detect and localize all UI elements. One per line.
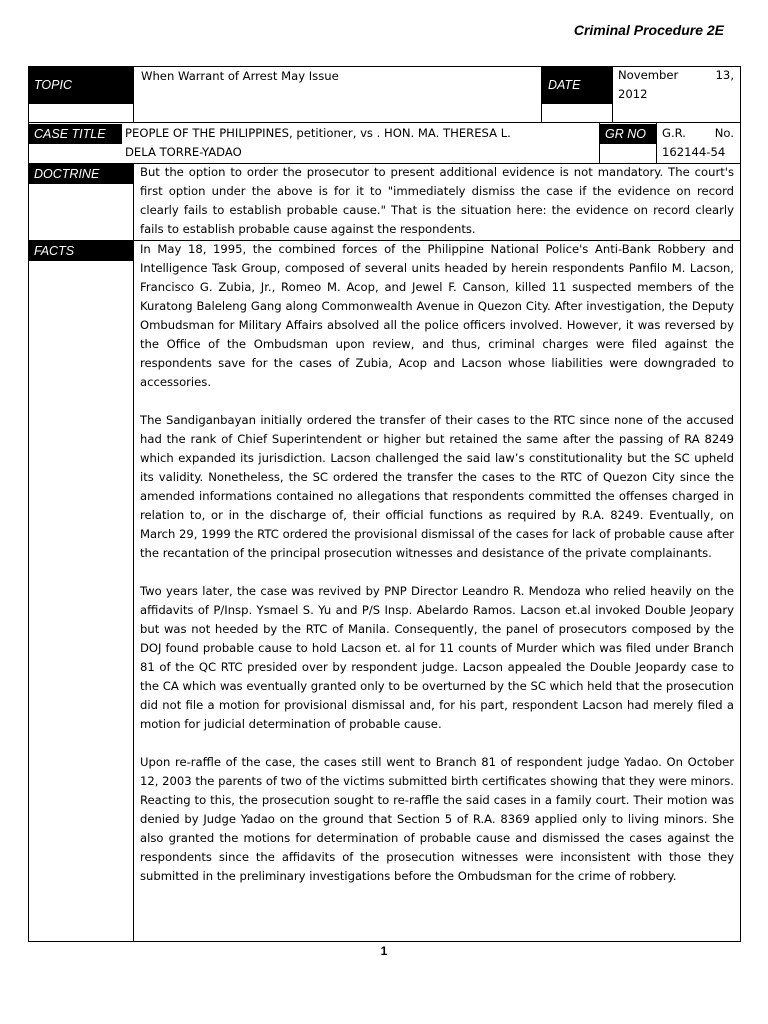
- facts-paragraph: Upon re-raffle of the case, the cases still went to Branch 81 of respondent judge Yadao. On October 12, 2003 the parents of two of the victims submitted birth certificates showing that they were minors. Reacting to this, the prosecution sought to re-raffle the said cases in a family court. Their motion was denied by Judge Yadao on the ground that Section 5 of R.A. 8369 applied only to living minors. She also granted the motions for determination of probable cause and dismissed the cases against the respondents since the affidavits of the prosecution witnesses were inconsistent with those they submitted in the preliminary investigations before the Ombudsman for the crime of robbery.: [140, 755, 734, 883]
- column-divider: [133, 163, 134, 942]
- facts-body: [140, 240, 734, 905]
- date-label: DATE: [542, 66, 613, 104]
- gr-no-label: GR NO: [599, 124, 657, 144]
- topic-label: TOPIC: [28, 66, 134, 104]
- topic-value: When Warrant of Arrest May Issue: [141, 69, 339, 83]
- date-value-line1: November 13,: [618, 68, 734, 82]
- facts-label: FACTS: [28, 241, 134, 261]
- row-divider: [28, 122, 741, 123]
- date-value-line2: 2012: [618, 87, 648, 101]
- facts-paragraph: Two years later, the case was revived by PNP Director Leandro R. Mendoza who relied heavily on the affidavits of P/Insp. Ysmael S. Yu and P/S Insp. Abelardo Ramos. Lacson et.al invoked Double Jeopary but was not heeded by the RTC of Manila. Consequently, the panel of prosecutors composed by the DOJ found probable cause to hold Lacson et. al for 11 counts of Murder which was filed under Branch 81 of the QC RTC presided over by respondent judge. Lacson appealed the Double Jeopardy case to the CA which was eventually granted only to be overturned by the SC which held that the prosecution did not file a motion for provisional dismissal and, for his part, respondent Lacson had merely filed a motion for judicial determination of probable cause.: [140, 584, 734, 731]
- case-title-value: PEOPLE OF THE PHILIPPINES, petitioner, vs . HON. MA. THERESA L. DELA TORRE-YADAO: [125, 126, 511, 159]
- doctrine-label: DOCTRINE: [28, 164, 134, 184]
- facts-paragraph: The Sandiganbayan initially ordered the transfer of their cases to the RTC since none of the accused had the rank of Chief Superintendent or higher but retained the same after the passing of RA 8249 which expanded its jurisdiction. Lacson challenged the said law’s constitutionality but the SC upheld its validity. Nonetheless, the SC ordered the transfer the cases to the RTC of Quezon City since the amended informations contained no allegations that respondents committed the offenses charged in relation to, or in the discharge of, their official functions as required by R.A. 8249. Eventually, on March 29, 1999 the RTC ordered the provisional dismissal of the cases for lack of probable cause after the recantation of the principal prosecution witnesses and desistance of the private complainants.: [140, 413, 734, 560]
- doctrine-text: But the option to order the prosecutor to present additional evidence is not mandatory. The court's first option under the above is for it to "immediately dismiss the case if the evidence on record clearly fails to establish probable cause." That is the situation here: the evidence on record clearly fails to establish probable cause against the respondents.: [140, 165, 734, 236]
- page-header-title: Criminal Procedure 2E: [573, 22, 724, 38]
- case-title-label: CASE TITLE: [28, 124, 122, 144]
- gr-no-value-line1: G.R. No.: [662, 126, 734, 140]
- page-number: 1: [380, 944, 388, 958]
- gr-no-value-line2: 162144-54: [662, 145, 726, 159]
- facts-paragraph: In May 18, 1995, the combined forces of the Philippine National Police's Anti-Bank Robbery and Intelligence Task Group, composed of several units headed by herein respondents Panfilo M. Lacson, Francisco G. Zubia, Jr., Romeo M. Acop, and Jewel F. Canson, killed 11 suspected members of the Kuratong Baleleng Gang along Commonwealth Avenue in Quezon City. After investigation, the Deputy Ombudsman for Military Affairs absolved all the police officers involved. However, it was reversed by the Office of the Ombudsman upon review, and thus, criminal charges were filed against the respondents save for the cases of Zubia, Acop and Lacson whose liabilities were downgraded to accessories.: [140, 242, 734, 389]
